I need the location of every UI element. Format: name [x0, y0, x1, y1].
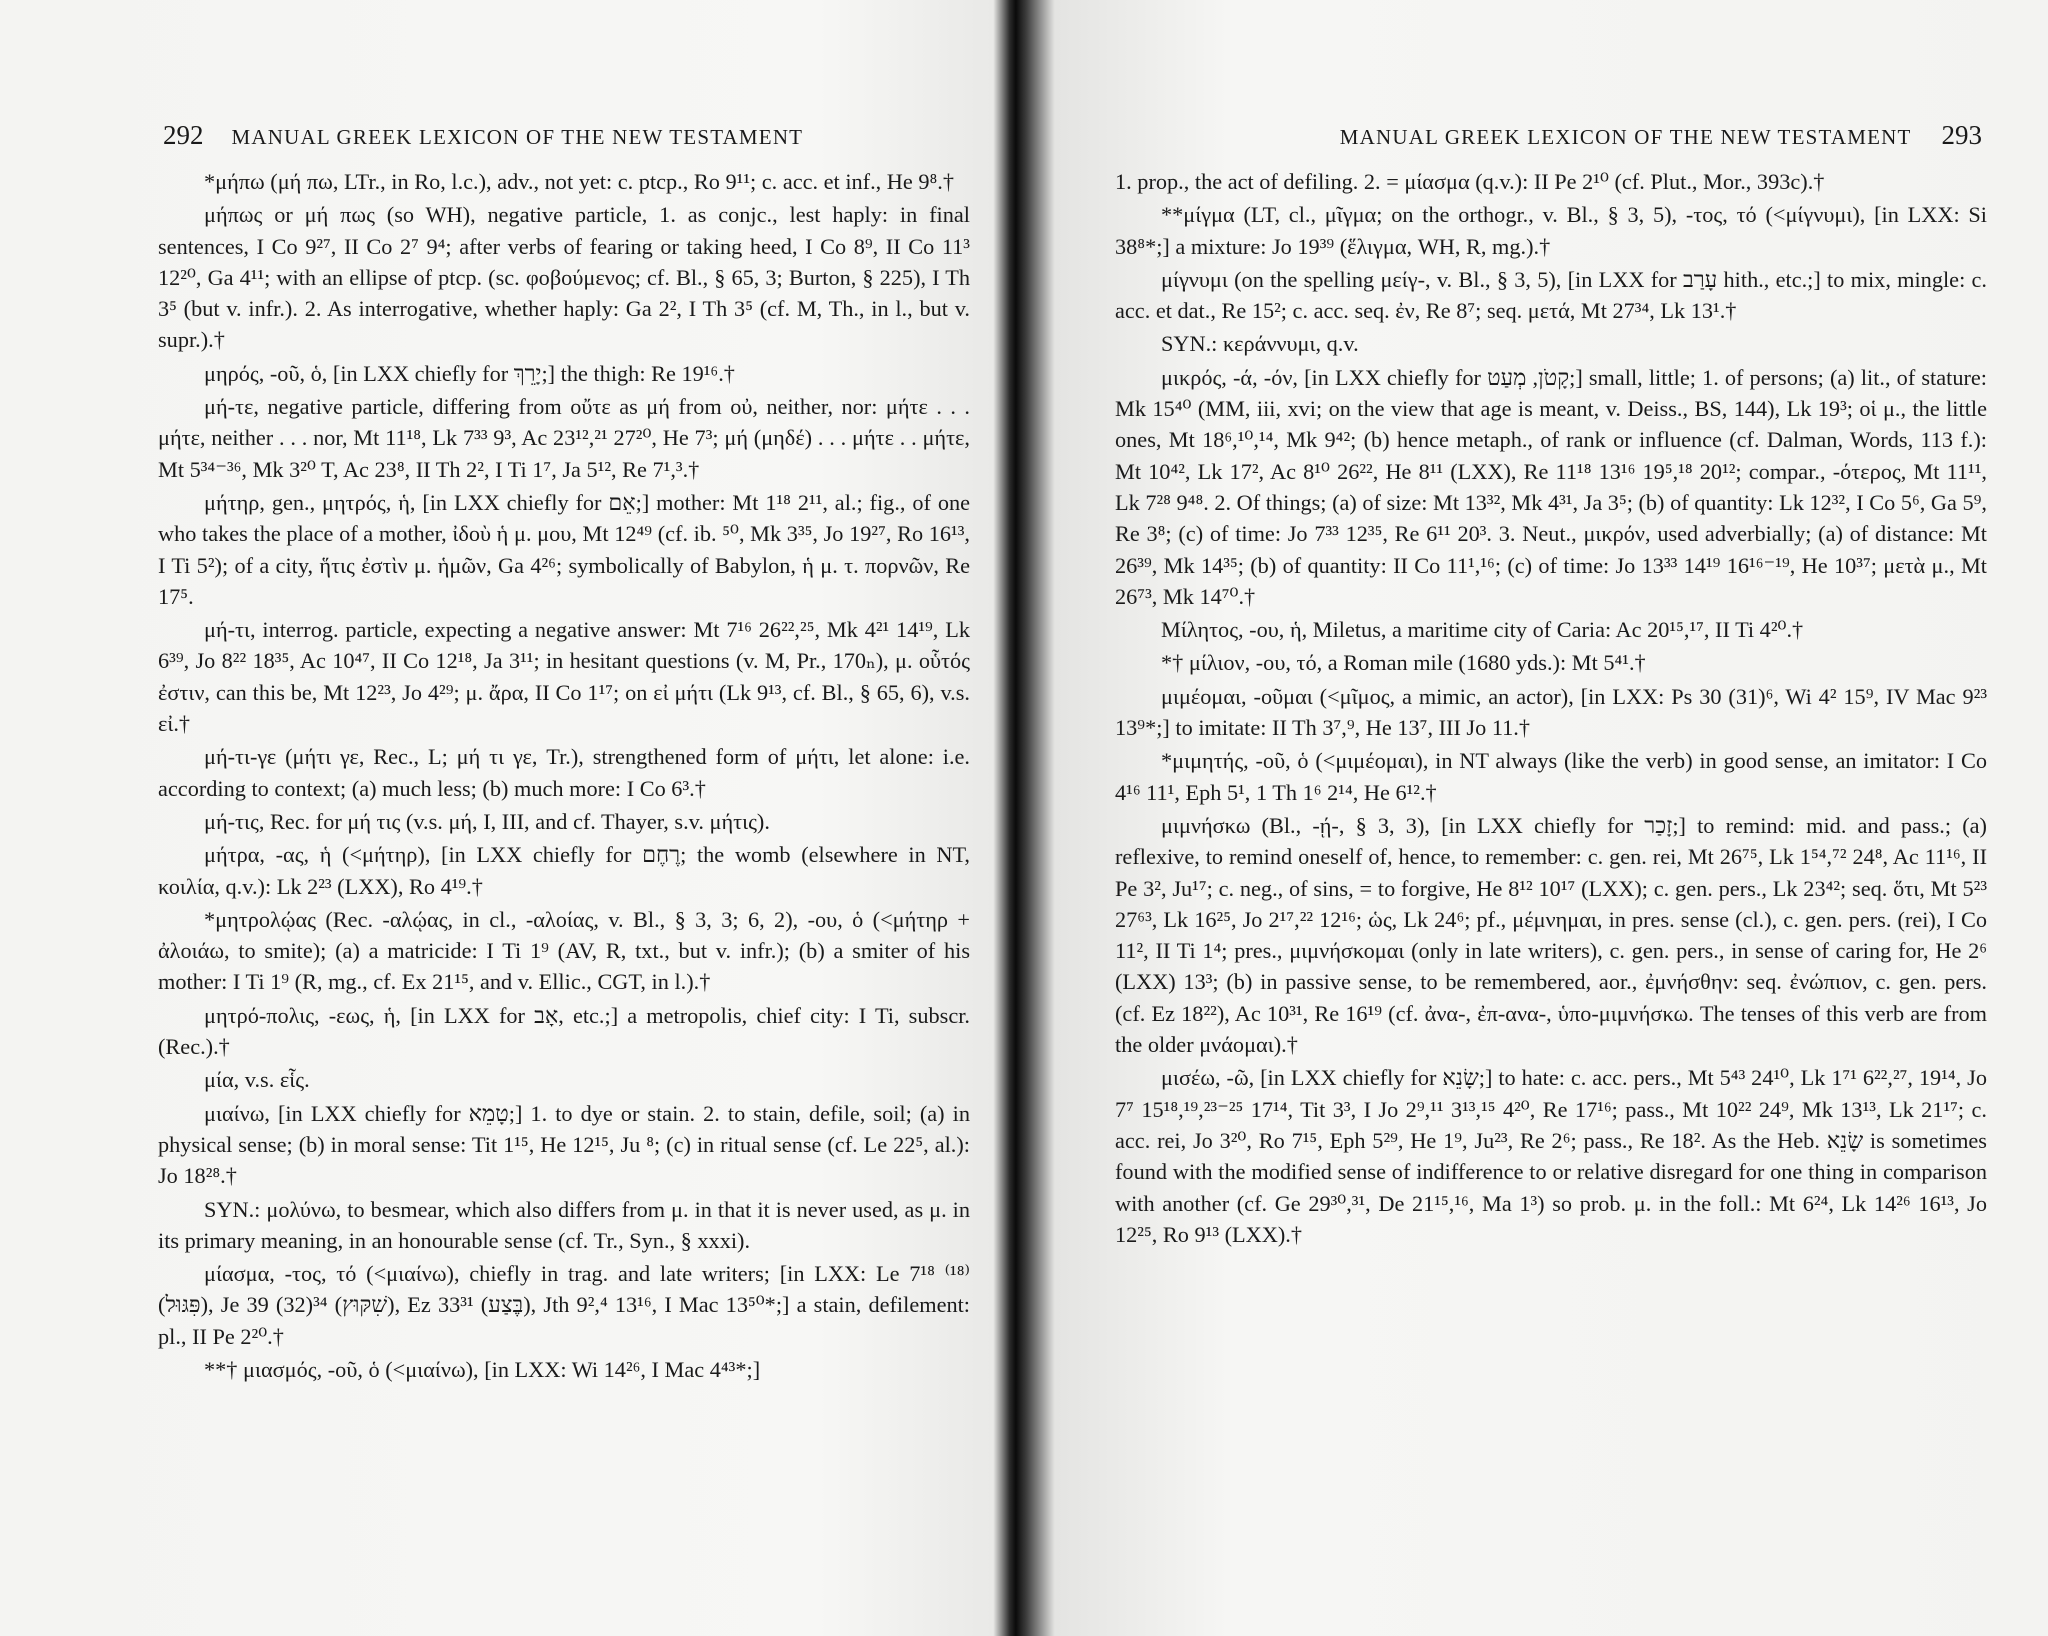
entry-mia: μία, v.s. εἷς. — [204, 1067, 310, 1093]
entry-meros: μηρός, -οῦ, ὁ, [in LXX chiefly for יָרֵךְ;] the thigh: Re 19¹⁶.† — [204, 360, 735, 386]
right-text-column — [1115, 166, 1987, 1252]
entry-meti: μή-τι, interrog. particle, expecting a negative answer: Mt 7¹⁶ 26²²,²⁵, Mk 4²¹ 14¹⁹, Lk 6³⁹, Jo 8²² 18³⁵, Ac 10⁴⁷, II Co 12¹⁸, Ja 3¹¹; in hesitant questions (v. M, Pr., 170ₙ), μ. οὗτός ἐστιν, can this be, Mt 12²³, Jo 4²⁹; μ. ἄρα, II Co 1¹⁷; on εἰ μήτι (Lk 9¹³, cf. Bl., § 65, 6), v.s. εἰ.† — [158, 617, 970, 737]
right-page — [1045, 0, 2048, 1636]
entry-mignymi: μίγνυμι (on the spelling μείγ-, v. Bl., § 3, 5), [in LXX for עָרַב hith., etc.;] to mix, mingle: c. acc. et dat., Re 15²; c. acc. seq. ἐν, Re 8⁷; seq. μετά, Mt 27³⁴, Lk 13¹.† — [1115, 266, 1987, 324]
left-text-column — [158, 166, 970, 1387]
entry-miletos: Μίλητος, -ου, ἡ, Miletus, a maritime city of Caria: Ac 20¹⁵,¹⁷, II Ti 4²⁰.† — [1161, 617, 1804, 643]
entry-mepo: *μήπω (μή πω, LTr., in Ro, l.c.), adv., not yet: c. ptcp., Ro 9¹¹; c. acc. et inf., He 9⁸.† — [204, 169, 955, 194]
entry-mepos: μήπως or μή πως (so WH), negative particle, 1. as conjc., lest haply: in final sentences, I Co 9²⁷, II Co 2⁷ 9⁴; after verbs of fearing or taking heed, I Co 8⁹, II Co 11³ 12²⁰, Ga 4¹¹; with an ellipse of ptcp. (sc. φοβούμενος; cf. Bl., § 65, 3; Burton, § 225), I Th 3⁵ (but v. infr.). 2. As interrogative, whether haply: Ga 2², I Th 3⁵ (cf. M, Th., in l., but v. supr.).† — [158, 202, 970, 353]
entry-miasmos: **† μιασμός, -οῦ, ὁ (<μιαίνω), [in LXX: Wi 14²⁶, I Mac 4⁴³*;] — [204, 1356, 761, 1382]
entry-milion: *† μίλιον, -ου, τό, a Roman mile (1680 yds.): Mt 5⁴¹.† — [1161, 650, 1646, 676]
entry-metra: μήτρα, -ας, ἡ (<μήτηρ), [in LXX chiefly for רֶחֶם; the womb (elsewhere in NT, κοιλία, q.v.): Lk 2²³ (LXX), Ro 4¹⁹.† — [158, 842, 971, 899]
entry-mimetes: *μιμητής, -οῦ, ὁ (<μιμέομαι), in NT always (like the verb) in good sense, an imitator: I Co 4¹⁶ 11¹, Eph 5¹, 1 Th 1⁶ 2¹⁴, He 6¹².† — [1115, 748, 1987, 805]
entry-continuation: 1. prop., the act of defiling. 2. = μίασμα (q.v.): II Pe 2¹⁰ (cf. Plut., Mor., 393c).† — [1115, 169, 1825, 194]
left-page — [0, 0, 1020, 1636]
entry-mete: μή-τε, negative particle, differing from οὔτε as μή from οὐ, neither, nor: μήτε . . . μήτε, neither . . . nor, Mt 11¹⁸, Lk 7³³ 9³, Ac 23¹²,²¹ 27²⁰, He 7³; μή (μηδέ) . . . μήτε . . μήτε, Mt 5³⁴⁻³⁶, Mk 3²⁰ T, Ac 23⁸, II Th 2², I Ti 1⁷, Ja 5¹², Re 7¹,³.† — [158, 394, 970, 482]
left-page-number: 292 — [163, 120, 204, 150]
left-running-head: MANUAL GREEK LEXICON OF THE NEW TESTAMENT — [231, 125, 804, 149]
right-running-header — [1212, 120, 1982, 151]
entry-miasma: μίασμα, -τος, τό (<μιαίνω), chiefly in trag. and late writers; [in LXX: Le 7¹⁸ ⁽¹⁸⁾ (פִּגּוּל), Je 39 (32)³⁴ (שִׁקּוּץ), Ez 33³¹ (בֶּצַע), Jth 9²,⁴ 13¹⁶, I Mac 13⁵⁰*;] a stain, defilement: pl., II Pe 2²⁰.† — [158, 1261, 970, 1349]
entry-mimeomai: μιμέομαι, -οῦμαι (<μῖμος, a mimic, an actor), [in LXX: Ps 30 (31)⁶, Wi 4² 15⁹, IV Mac 9²³ 13⁹*;] to imitate: II Th 3⁷,⁹, He 13⁷, III Jo 11.† — [1115, 683, 1987, 741]
entry-metige: μή-τι-γε (μήτι γε, Rec., L; μή τι γε, Tr.), strengthened form of μήτι, let alone: i.e. according to context; (a) much less; (b) much more: I Co 6³.† — [158, 744, 970, 801]
entry-synonym-note: SYN.: μολύνω, to besmear, which also differs from μ. in that it is never used, as μ. in its primary meaning, in an honourable sense (cf. Tr., Syn., § xxxi). — [158, 1196, 970, 1253]
left-running-header — [163, 120, 973, 151]
entry-meter: μήτηρ, gen., μητρός, ἡ, [in LXX chiefly for אֵם;] mother: Mt 1¹⁸ 2¹¹, al.; fig., of one who takes the place of a mother, ἰδοὺ ἡ μ. μου, Mt 12⁴⁹ (cf. ib. ⁵⁰, Mk 3³⁵, Jo 19²⁷, Ro 16¹³, I Ti 5²); of a city, ἥτις ἐστὶν μ. ἡμῶν, Ga 4²⁶; symbolically of Babylon, ἡ μ. τ. πορνῶν, Re 17⁵. — [158, 489, 971, 609]
entry-mikros: μικρός, -ά, -όν, [in LXX chiefly for קָטֹן, מְעַט;] small, little; 1. of persons; (a) lit., of stature: Mk 15⁴⁰ (MM, iii, xvi; on the view that age is meant, v. Deiss., BS, 144), Lk 19³; οἱ μ., the little ones, Mt 18⁶,¹⁰,¹⁴, Mk 9⁴²; (b) hence metaph., of rank or influence (cf. Dalman, Words, 113 f.): Mt 10⁴², Lk 17², Ac 8¹⁰ 26²², He 8¹¹ (LXX), Re 11¹⁸ 13¹⁶ 19⁵,¹⁸ 20¹²; compar., -ότερος, Mt 11¹¹, Lk 7²⁸ 9⁴⁸. 2. Of things; (a) of size: Mt 13³², Mk 4³¹, Ja 3⁵; (b) of quantity: Lk 12³², I Co 5⁶, Ga 5⁹, Re 3⁸; (c) of time: Jo 7³³ 12³⁵, Re 6¹¹ 20³. 3. Neut., μικρόν, used adverbially; (a) of distance: Mt 26³⁹, Mk 14³⁵; (b) of quantity: II Co 11¹,¹⁶; (c) of time: Jo 13³³ 14¹⁹ 16¹⁶⁻¹⁹, He 10³⁷; μετὰ μ., Mt 26⁷³, Mk 14⁷⁰.† — [1115, 364, 1987, 609]
entry-mimnesko: μιμνήσκω (Bl., -ῄ-, § 3, 3), [in LXX chiefly for זָכַר;] to remind: mid. and pass.; (a) reflexive, to remind oneself of, hence, to remember: c. gen. rei, Mt 26⁷⁵, Lk 1⁵⁴,⁷² 24⁸, Ac 11¹⁶, II Pe 3², Ju¹⁷; c. neg., of sins, = to forgive, He 8¹² 10¹⁷ (LXX); c. gen. pers., Lk 23⁴²; seq. ὅτι, Mt 5²³ 27⁶³, Lk 16²⁵, Jo 2¹⁷,²² 12¹⁶; ὡς, Lk 24⁶; pf., μέμνημαι, in pres. sense (cl.), c. gen. pers. (rei), I Co 11², II Ti 1⁴; pres., μιμνήσκομαι (only in late writers), c. gen. pers., in sense of caring for, He 2⁶ (LXX) 13³; (b) in passive sense, to be remembered, aor., ἐμνήσθην: seq. ἐνώπιον, c. gen. pers. (cf. Ez 18²²), Ac 10³¹, Re 16¹⁹ (cf. ἀνα-, ἐπ-ανα-, ὑπο-μιμνήσκω. The tenses of this verb are from the older μνάομαι).† — [1115, 812, 1987, 1058]
entry-migma: **μίγμα (LT, cl., μῖγμα; on the orthogr., v. Bl., § 3, 5), -τος, τό (<μίγνυμι), [in LXX: Si 38⁸*;] a mixture: Jo 19³⁹ (ἕλιγμα, WH, R, mg.).† — [1115, 202, 1987, 259]
entry-synonym-note: SYN.: κεράννυμι, q.v. — [1161, 331, 1359, 357]
right-page-number: 293 — [1941, 120, 1982, 150]
right-running-head: MANUAL GREEK LEXICON OF THE NEW TESTAMENT — [1339, 125, 1912, 149]
entry-miaino: μιαίνω, [in LXX chiefly for טָמֵא;] 1. to dye or stain. 2. to stain, defile, soil; (a) in physical sense; (b) in moral sense: Tit 1¹⁵, He 12¹⁵, Ju ⁸; (c) in ritual sense (cf. Le 22⁵, al.): Jo 18²⁸.† — [158, 1100, 970, 1189]
entry-metroloas: *μητρολῴας (Rec. -αλῴας, in cl., -αλοίας, v. Bl., § 3, 3; 6, 2), -ου, ὁ (<μήτηρ + ἀλοιάω, to smite); (a) a matricide: I Ti 1⁹ (AV, R, txt., but v. infr.); (b) a smiter of his mother: I Ti 1⁹ (R, mg., cf. Ex 21¹⁵, and v. Ellic., CGT, in l.).† — [158, 906, 970, 995]
entry-metropolis: μητρό-πολις, -εως, ἡ, [in LXX for אָב, etc.;] a metropolis, chief city: I Ti, subscr. (Rec.).† — [158, 1002, 970, 1060]
entry-miseo: μισέω, -ῶ, [in LXX chiefly for שָׂנֵא;] to hate: c. acc. pers., Mt 5⁴³ 24¹⁰, Lk 1⁷¹ 6²²,²⁷, 19¹⁴, Jo 7⁷ 15¹⁸,¹⁹,²³⁻²⁵ 17¹⁴, Tit 3³, I Jo 2⁹,¹¹ 3¹³,¹⁵ 4²⁰, Re 17¹⁶; pass., Mt 10²² 24⁹, Mk 13¹³, Lk 21¹⁷; c. acc. rei, Jo 3²⁰, Ro 7¹⁵, Eph 5²⁹, He 1⁹, Ju²³, Re 2⁶; pass., Re 18². As the Heb. שָׂנֵא is sometimes found with the modified sense of indifference to or relative disregard for one thing in comparison with another (cf. Ge 29³⁰,³¹, De 21¹⁵,¹⁶, Ma 1³) so prob. μ. in the foll.: Mt 6²⁴, Lk 14²⁶ 16¹³, Jo 12²⁵, Ro 9¹³ (LXX).† — [1115, 1065, 1987, 1247]
entry-metis: μή-τις, Rec. for μή τις (v.s. μή, I, III, and cf. Thayer, s.v. μήτις). — [204, 808, 770, 834]
